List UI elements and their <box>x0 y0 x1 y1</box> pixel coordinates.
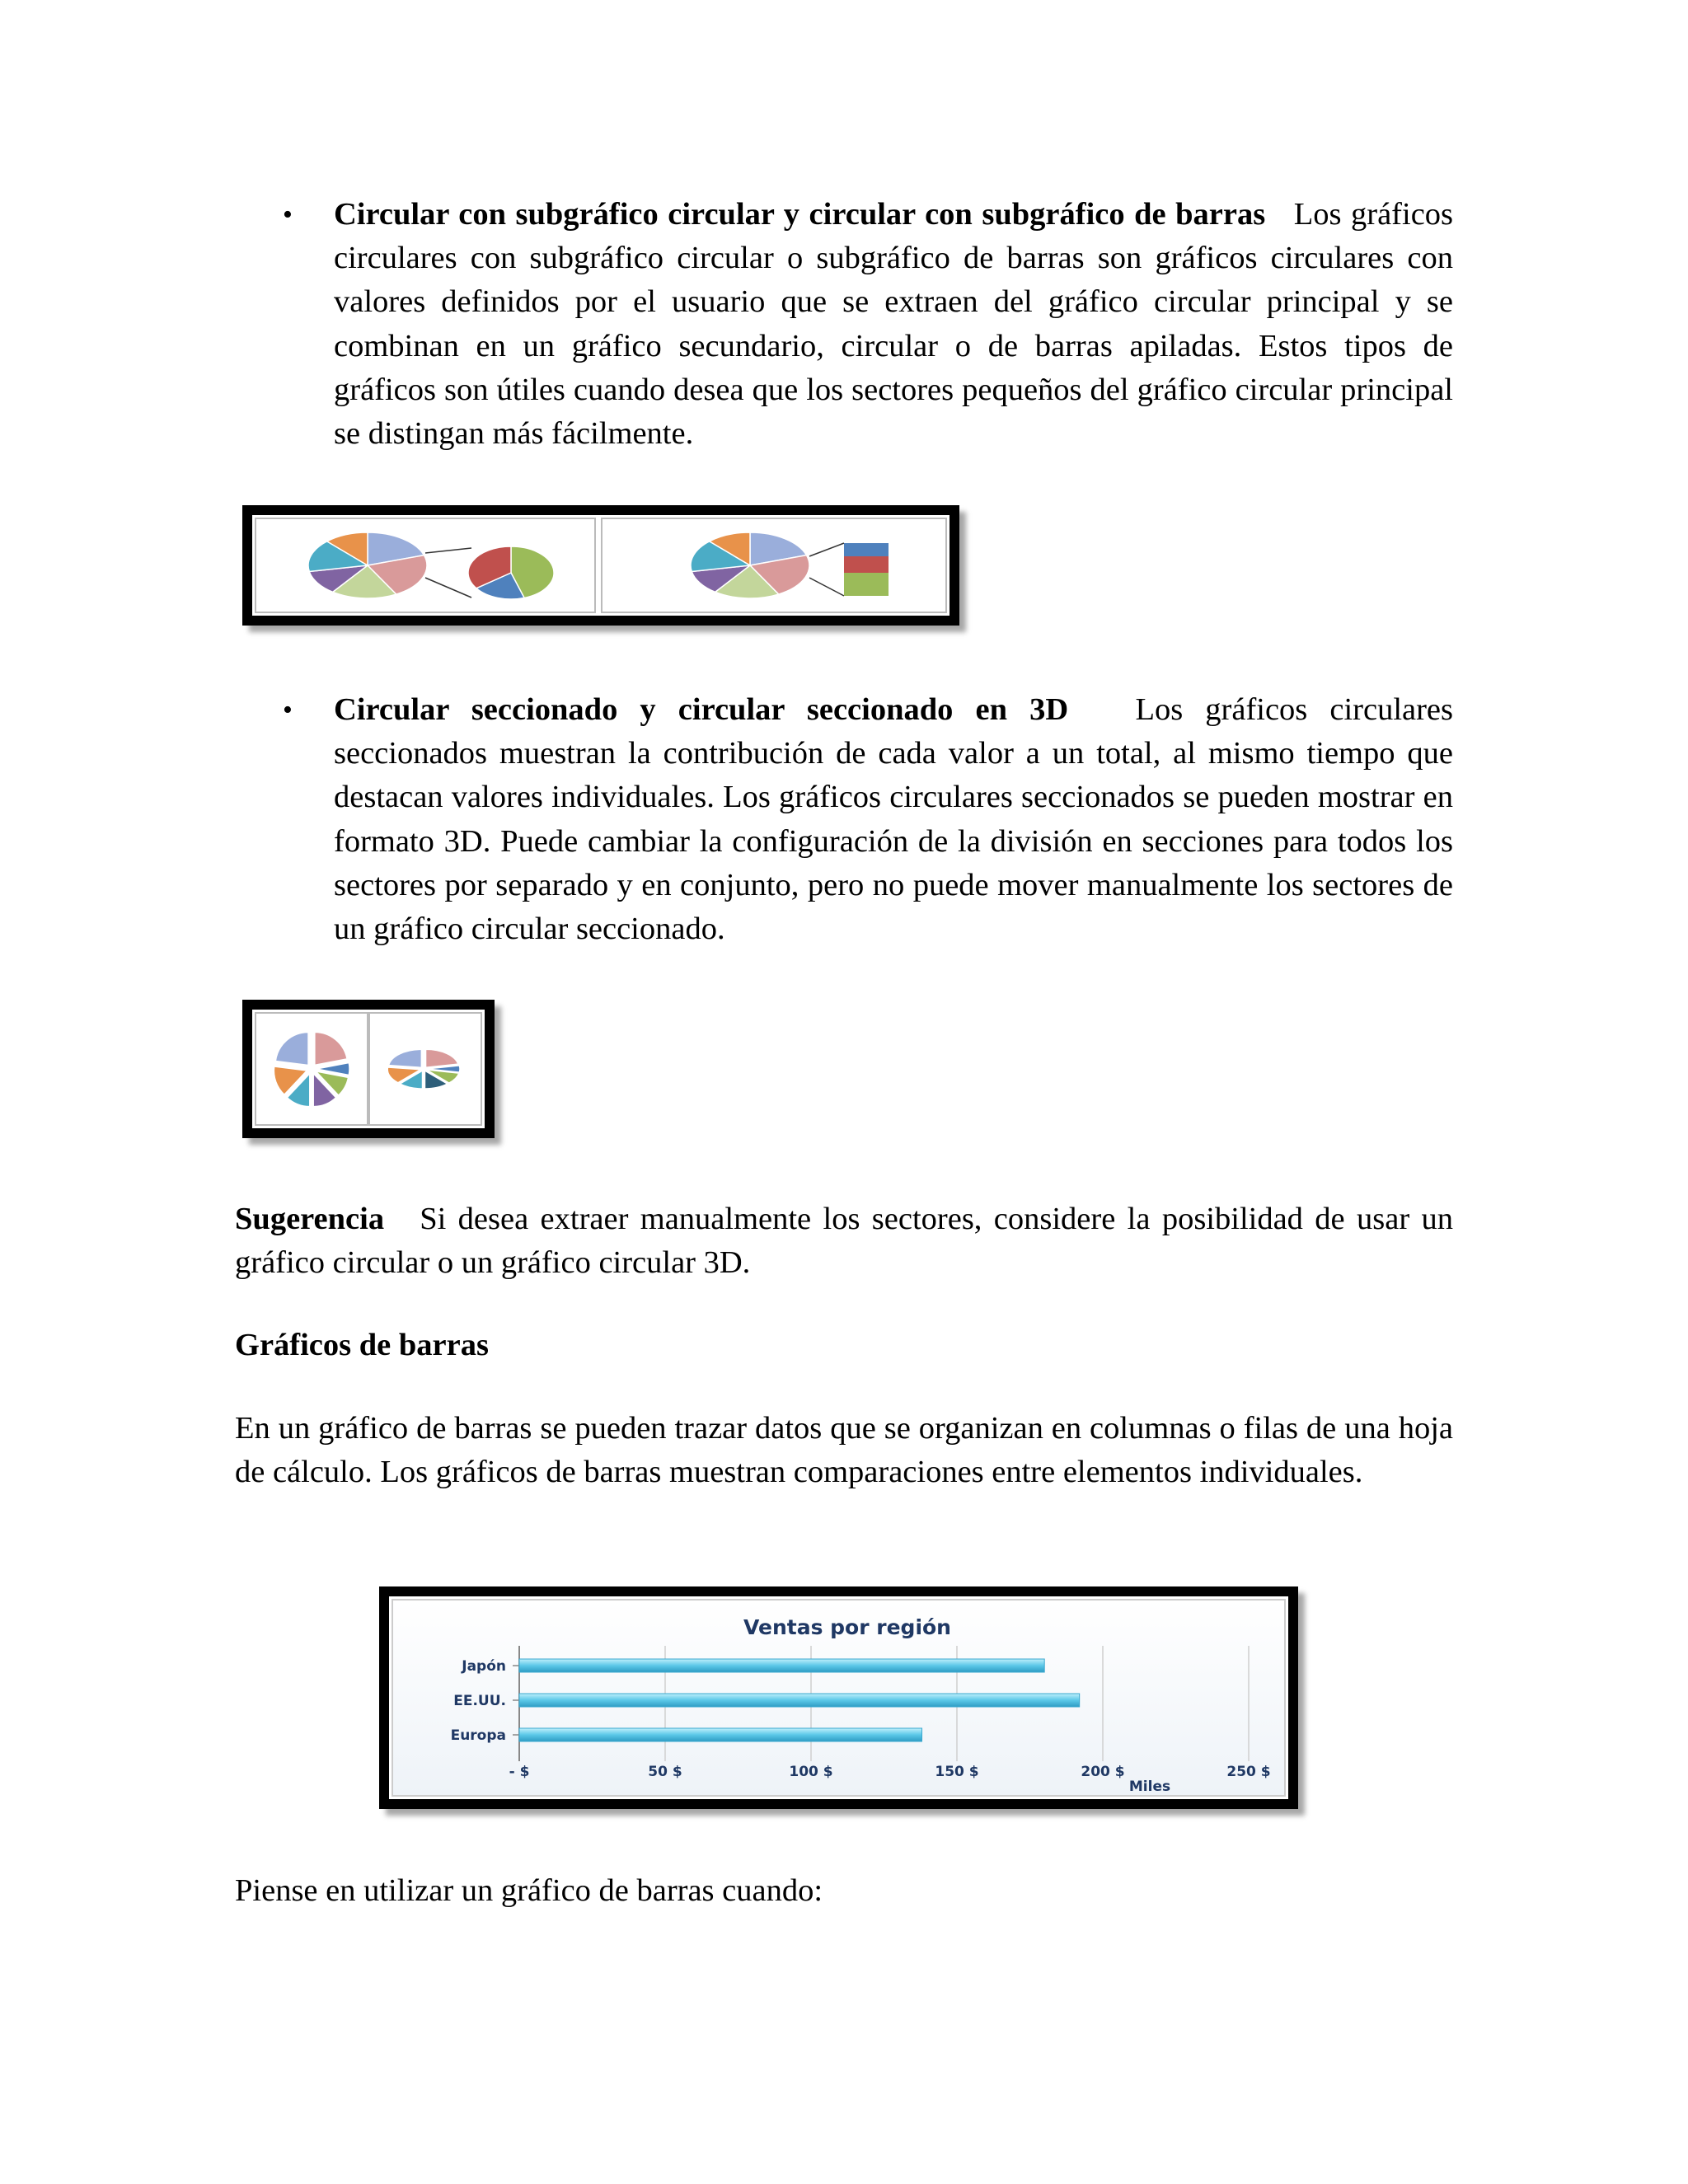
x-tick-label: 50 $ <box>648 1764 682 1780</box>
bar-chart-figure <box>379 1586 1298 1809</box>
section2-body: Los gráficos circulares seccionados muestran la contribución de cada valor a un total, al mismo tiempo que destacan valores individuales. Los gráficos circulares seccionados se pueden mostrar en formato 3D. Puede cambiar la configuración de la división en secciones para todos los sectores por separado y en conjunto, pero no puede mover manualmente los sectores de un gráfico circular seccionado. <box>334 692 1453 947</box>
x-tick-label: 100 $ <box>789 1764 833 1780</box>
y-category-label: EE.UU. <box>453 1693 506 1709</box>
tip-paragraph <box>235 1197 1453 1285</box>
stacked-bar-segment <box>844 556 889 573</box>
secondary-pie <box>468 546 554 599</box>
bar <box>519 1728 922 1741</box>
chart-title: Ventas por región <box>743 1615 951 1639</box>
exploded-pie-figure <box>242 1000 495 1138</box>
bar-intro-paragraph: En un gráfico de barras se pueden trazar datos que se organizan en columnas o filas de una hoja de cálculo. Los gráficos de barras muestran comparaciones entre elementos individuales. <box>235 1411 1453 1490</box>
bar <box>519 1659 1044 1672</box>
bar-chart-svg <box>389 1596 1288 1799</box>
pie-subchart-svg <box>252 515 950 616</box>
bar-charts-heading: Gráficos de barras <box>235 1328 489 1362</box>
x-tick-label: 250 $ <box>1226 1764 1271 1780</box>
stacked-bar-segment <box>844 543 889 556</box>
tip-body: Si desea extraer manualmente los sectores, considere la posibilidad de usar un gráfico circular o un gráfico circular 3D. <box>235 1202 1454 1281</box>
bullet: • <box>283 695 293 725</box>
bar <box>519 1694 1080 1707</box>
main-pie-1 <box>308 532 427 598</box>
main-pie-2 <box>691 532 809 598</box>
stacked-bar-segment <box>844 573 889 596</box>
section1-title: Circular con subgráfico circular y circular con subgráfico de barras <box>334 197 1266 232</box>
section2-paragraph <box>334 688 1453 951</box>
y-category-label: Europa <box>450 1727 506 1744</box>
closing-line: Piense en utilizar un gráfico de barras cuando: <box>235 1873 823 1908</box>
pie-subchart-figure <box>242 505 959 626</box>
tip-label: Sugerencia <box>235 1202 385 1236</box>
section1-paragraph <box>334 193 1453 456</box>
x-tick-label: - $ <box>509 1764 530 1780</box>
section2-title: Circular seccionado y circular seccionado en 3D <box>334 692 1069 727</box>
x-tick-label: 200 $ <box>1081 1764 1125 1780</box>
x-axis-label: Miles <box>1128 1779 1171 1795</box>
section1-body: Los gráficos circulares con subgráfico circular o subgráfico de barras son gráficos circulares con valores definidos por el usuario que se extraen del gráfico circular principal y se combinan en un gráfico secundario, circular o de barras apiladas. Estos tipos de gráficos son útiles cuando desea que los sectores pequeños del gráfico circular principal se distingan más fácilmente. <box>334 197 1454 452</box>
y-category-label: Japón <box>462 1658 506 1675</box>
bullet: • <box>283 199 293 230</box>
exploded-pie-svg <box>252 1010 485 1128</box>
x-tick-label: 150 $ <box>935 1764 979 1780</box>
